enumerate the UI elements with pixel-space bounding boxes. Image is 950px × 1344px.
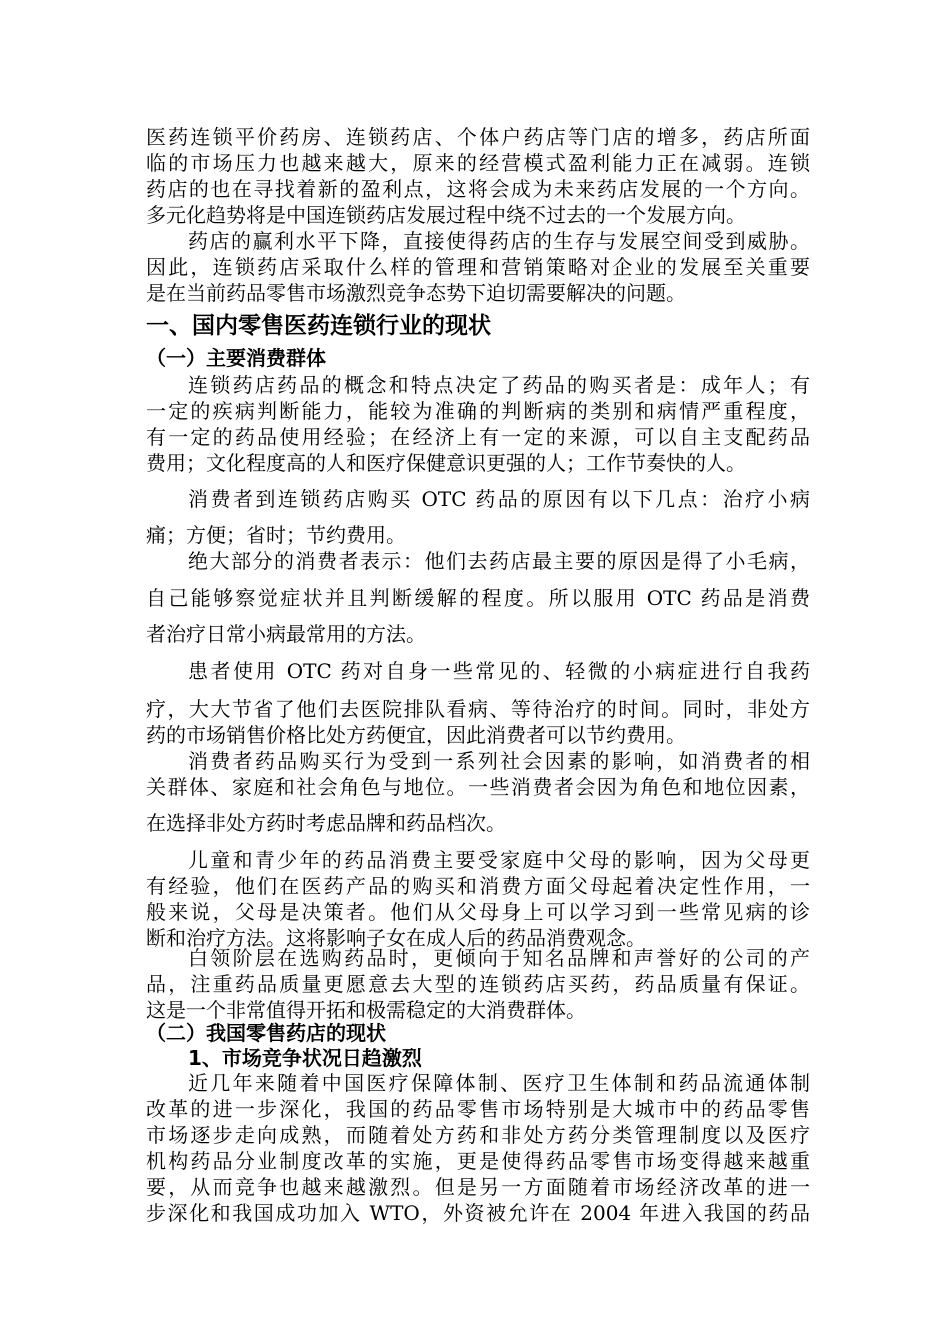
paragraph-line: 连锁药店药品的概念和特点决定了药品的购买者是：成年人；有 [188, 373, 810, 397]
paragraph-line: 近几年来随着中国医疗保障体制、医疗卫生体制和药品流通体制 [188, 1071, 810, 1095]
paragraph-line: 多元化趋势将是中国连锁药店发展过程中绕不过去的一个发展方向。 [146, 203, 746, 227]
paragraph-line: 消费者到连锁药店购买 OTC 药品的原因有以下几点：治疗小病 [188, 487, 810, 511]
paragraph-line: 者治疗日常小病最常用的方法。 [146, 622, 426, 646]
paragraph-line: 断和治疗方法。这将影响子女在成人后的药品消费观念。 [146, 926, 646, 950]
paragraph-line: 费用；文化程度高的人和医疗保健意识更强的人；工作节奏快的人。 [146, 451, 746, 475]
paragraph-line: 有经验，他们在医药产品的购买和消费方面父母起着决定性作用，一 [146, 874, 810, 898]
paragraph-line: 般来说，父母是决策者。他们从父母身上可以学习到一些常见病的诊 [146, 900, 810, 924]
paragraph-line: 要，从而竞争也越来越激烈。但是另一方面随着市场经济改革的进一 [146, 1175, 810, 1199]
paragraph-line: 临的市场压力也越来越大，原来的经营模式盈利能力正在减弱。连锁 [146, 151, 810, 175]
paragraph-line: 品，注重药品质量更愿意去大型的连锁药店买药，药品质量有保证。 [146, 972, 810, 996]
paragraph-line: 关群体、家庭和社会角色与地位。一些消费者会因为角色和地位因素， [146, 775, 810, 799]
paragraph-line: 有一定的药品使用经验；在经济上有一定的来源，可以自主支配药品 [146, 425, 810, 449]
paragraph-line: 白领阶层在选购药品时，更倾向于知名品牌和声誉好的公司的产 [188, 946, 810, 970]
paragraph-line: 因此，连锁药店采取什么样的管理和营销策略对企业的发展至关重要 [146, 255, 810, 279]
paragraph-line: 药店的赢利水平下降，直接使得药店的生存与发展空间受到威胁。 [188, 229, 810, 253]
paragraph-line: 在选择非处方药时考虑品牌和药品档次。 [146, 811, 506, 835]
paragraph-line: 是在当前药品零售市场激烈竞争态势下迫切需要解决的问题。 [146, 281, 686, 305]
subsection-heading: （一）主要消费群体 [146, 346, 326, 370]
subsection-heading: （二）我国零售药店的现状 [146, 1021, 386, 1045]
paragraph-line: 改革的进一步深化，我国的药品零售市场特别是大城市中的药品零售 [146, 1097, 810, 1121]
paragraph-line: 步深化和我国成功加入 WTO，外资被允许在 2004 年进入我国的药品 [146, 1201, 810, 1225]
paragraph-line: 痛；方便；省时；节约费用。 [146, 523, 406, 547]
paragraph-line: 消费者药品购买行为受到一系列社会因素的影响，如消费者的相 [188, 749, 810, 773]
paragraph-line: 药店的也在寻找着新的盈利点，这将会成为未来药店发展的一个方向。 [146, 177, 810, 201]
paragraph-line: 药的市场销售价格比处方药便宜，因此消费者可以节约费用。 [146, 723, 686, 747]
paragraph-line: 医药连锁平价药房、连锁药店、个体户药店等门店的增多，药店所面 [146, 125, 810, 149]
paragraph-line: 绝大部分的消费者表示：他们去药店最主要的原因是得了小毛病， [188, 549, 810, 573]
paragraph-line: 患者使用 OTC 药对自身一些常见的、轻微的小病症进行自我药 [188, 659, 810, 683]
paragraph-line: 自己能够察觉症状并且判断缓解的程度。所以服用 OTC 药品是消费 [146, 586, 810, 610]
paragraph-line: 市场逐步走向成熟，而随着处方药和非处方药分类管理制度以及医疗 [146, 1123, 810, 1147]
paragraph-line: 一定的疾病判断能力，能较为准确的判断病的类别和病情严重程度， [146, 399, 810, 423]
section-heading: 一、国内零售医药连锁行业的现状 [146, 313, 491, 339]
paragraph-line: 这是一个非常值得开拓和极需稳定的大消费群体。 [146, 998, 586, 1022]
paragraph-line: 机构药品分业制度改革的实施，更是使得药品零售市场变得越来越重 [146, 1149, 810, 1173]
paragraph-line: 疗，大大节省了他们去医院排队看病、等待治疗的时间。同时，非处方 [146, 697, 810, 721]
paragraph-line: 儿童和青少年的药品消费主要受家庭中父母的影响，因为父母更 [188, 848, 810, 872]
sub-subsection-heading: 1、市场竞争状况日趋激烈 [188, 1046, 422, 1070]
